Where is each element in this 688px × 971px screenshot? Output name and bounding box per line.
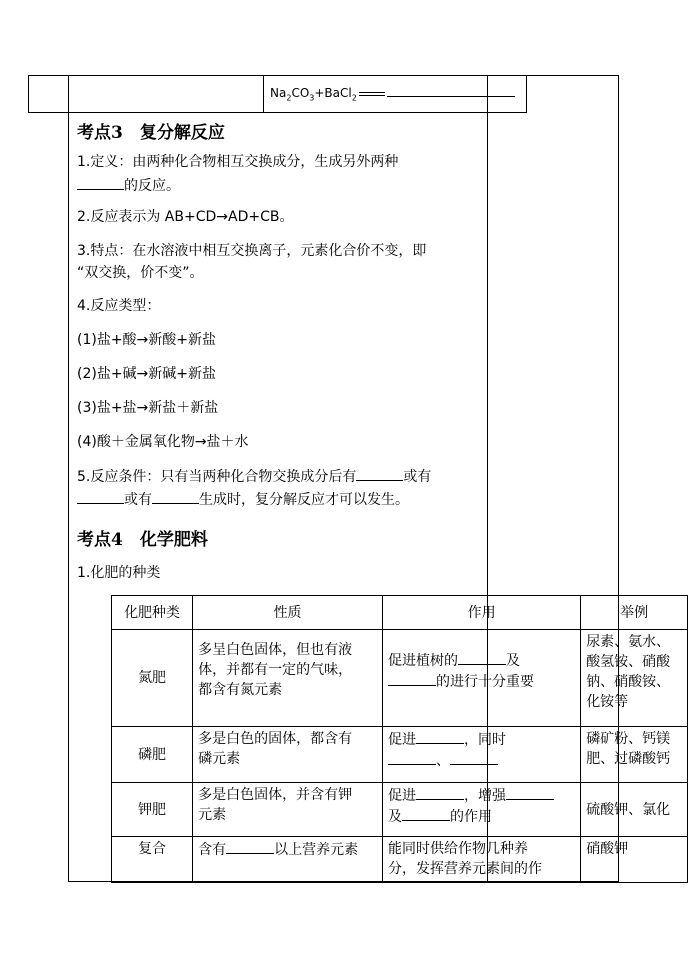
type-cell: 磷肥 (112, 727, 193, 783)
example-cell: 硝酸钾 (581, 837, 688, 883)
reaction-type-4: (4)酸＋金属氧化物→盐＋水 (77, 434, 249, 450)
blank (450, 750, 498, 765)
reaction-type-1: (1)盐+酸→新酸+新盐 (77, 332, 217, 348)
type-cell: 钾肥 (112, 783, 193, 837)
example-cell: 尿素、氨水、 酸氢铵、硝酸 钠、硝酸铵、 化铵等 (581, 630, 688, 727)
example-cell: 磷矿粉、钙镁 肥、过磷酸钙 (581, 727, 688, 783)
blank (77, 489, 124, 504)
table-row (112, 727, 688, 783)
fertilizer-types-heading: 1.化肥的种类 (77, 565, 161, 581)
blank (388, 750, 436, 765)
answer-blank (387, 84, 515, 97)
definition-line-1: 1.定义：由两种化合物相互交换成分，生成另外两种 (77, 154, 399, 170)
table-row (112, 783, 688, 837)
blank (356, 466, 403, 481)
blank (402, 806, 450, 821)
blank (226, 839, 274, 854)
effect-cell: 促进 ，同时 、 (382, 727, 580, 783)
header-effect: 作用 (382, 596, 580, 630)
property-cell: 含有 以上营养元素 (193, 837, 383, 883)
blank (152, 489, 199, 504)
fertilizer-table (111, 595, 688, 883)
top-row-divider (263, 75, 264, 113)
blank (458, 650, 506, 665)
blank (77, 175, 124, 190)
representation-line: 2.反应表示为 AB+CD→AD+CB。 (77, 209, 294, 225)
table-header-row (112, 596, 688, 630)
type-cell: 复合 (112, 837, 193, 883)
table-row (112, 837, 688, 883)
blank (388, 671, 436, 686)
type-cell: 氮肥 (112, 630, 193, 727)
reaction-types-heading: 4.反应类型： (77, 298, 161, 314)
header-property: 性质 (193, 596, 383, 630)
effect-cell: 能同时供给作物几种养 分，发挥营养元素间的作 (382, 837, 580, 883)
property-cell: 多是白色固体，并含有钾 元素 (193, 783, 383, 837)
reaction-type-3: (3)盐+盐→新盐＋新盐 (77, 400, 219, 416)
blank (506, 785, 554, 800)
definition-line-2: 的反应。 (77, 175, 180, 196)
effect-cell: 促进植树的 及 的进行十分重要 (382, 630, 580, 727)
property-cell: 多呈白色固体，但也有液 体，并都有一定的气味， 都含有氮元素 (193, 630, 383, 727)
equation-na2co3-bacl2: $Na_2CO_3+BaCl_2$ (270, 83, 515, 108)
blank (416, 729, 464, 744)
condition-line-2: 或有 生成时，复分解反应才可以发生。 (77, 489, 409, 510)
feature-line-1: 3.特点：在水溶液中相互交换离子，元素化合价不变，即 (77, 243, 427, 259)
reaction-type-2: (2)盐+碱→新碱+新盐 (77, 366, 217, 382)
blank (416, 785, 464, 800)
table-row (112, 630, 688, 727)
condition-line-1: 5.反应条件：只有当两种化合物交换成分后有 或有 (77, 466, 431, 487)
section-3-title: 考点3 复分解反应 (77, 123, 225, 143)
header-type: 化肥种类 (112, 596, 193, 630)
effect-cell: 促进 ，增强 及 的作用 (382, 783, 580, 837)
property-cell: 多是白色的固体，都含有 磷元素 (193, 727, 383, 783)
example-cell: 硫酸钾、氯化 (581, 783, 688, 837)
feature-line-2: “双交换，价不变”。 (77, 265, 204, 281)
section-4-title: 考点4 化学肥料 (77, 530, 208, 550)
equal-sign (359, 92, 385, 96)
header-example: 举例 (581, 596, 688, 630)
